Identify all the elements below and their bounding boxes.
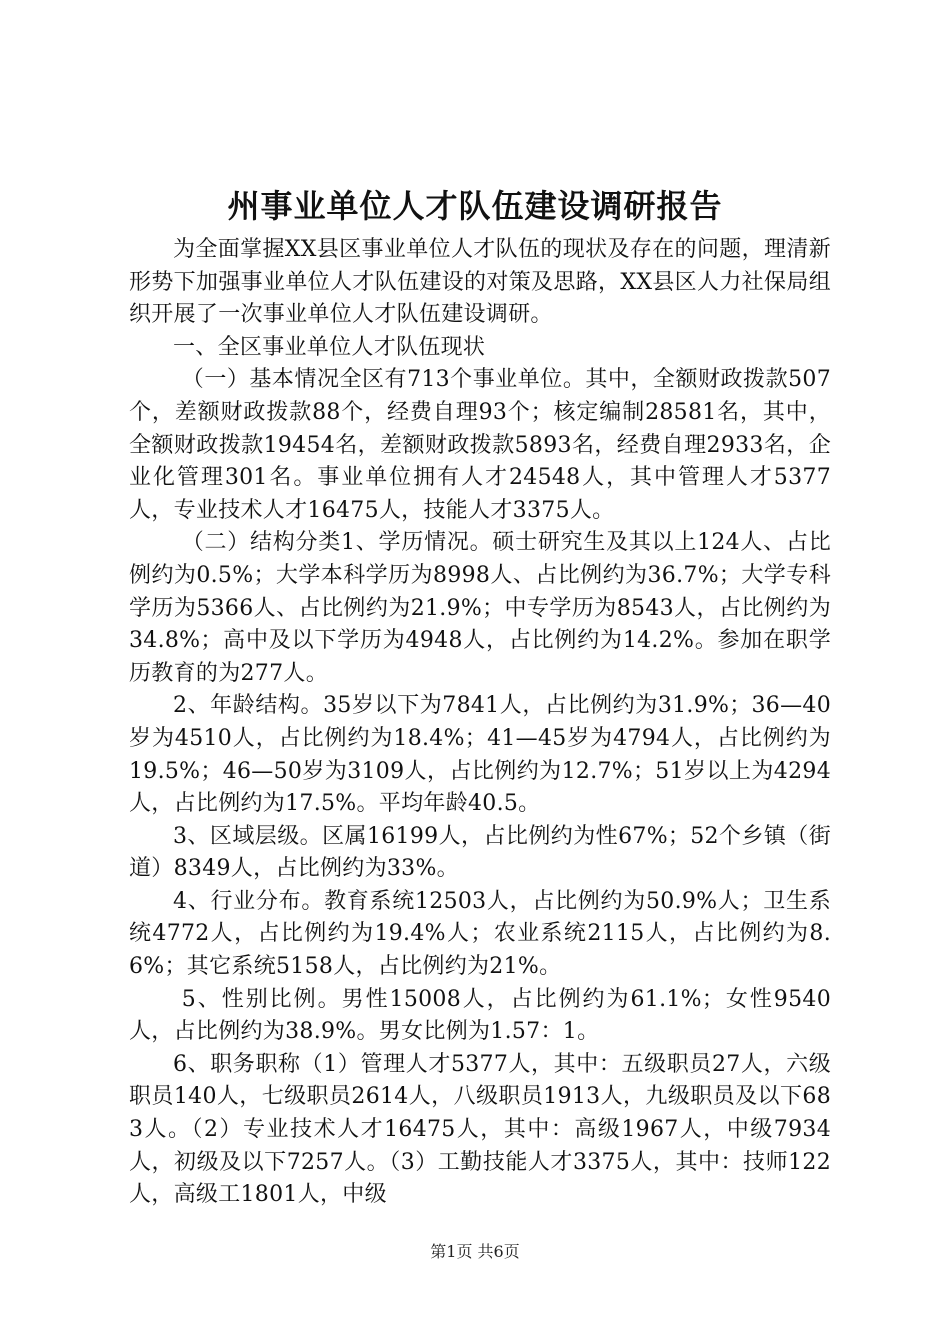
gender-ratio-paragraph: 5、性别比例。男性15008人，占比例约为61.1%；女性9540人，占比例约为38.9%。男女比例为1.57：1。 [129,986,831,1045]
age-structure-paragraph: 2、年龄结构。35岁以下为7841人，占比例约为31.9%；36—40岁为4510人，占比例约为18.4%；41—45岁为4794人，占比例约为19.5%；46—50岁为3109人，占比例约为12.7%；51岁以上为4294人，占比例约为17.5%。平均年龄40.5。 [129,693,831,817]
industry-distribution-paragraph: 4、行业分布。教育系统12503人，占比例约为50.9%人；卫生系统4772人，占比例约为19.4%人；农业系统2115人，占比例约为8.6%；其它系统5158人，占比例约为21%。 [129,888,831,980]
page-footer: 第1页 共6页 [430,1242,520,1261]
section-heading: 一、全区事业单位人才队伍现状 [173,334,486,360]
document-title: 州事业单位人才队伍建设调研报告 [227,187,723,225]
basic-situation-paragraph: （一）基本情况全区有713个事业单位。其中，全额财政拨款507个，差额财政拨款88个，经费自理93个；核定编制28581名，其中，全额财政拨款19454名，差额财政拨款5893名，经费自理2933名，企业化管理301名。事业单位拥有人才24548人，其中管理人才5377人，专业技术人才16475人，技能人才3375人。 [129,367,831,523]
education-structure-paragraph: （二）结构分类1、学历情况。硕士研究生及其以上124人、占比例约为0.5%；大学本科学历为8998人、占比例约为36.7%；大学专科学历为5366人、占比例约为21.9%；中专学历为8543人，占比例约为34.8%；高中及以下学历为4948人，占比例约为14.2%。参加在职学历教育的为277人。 [129,530,831,686]
region-level-paragraph: 3、区域层级。区属16199人，占比例约为性67%；52个乡镇（街道）8349人，占比例约为33%。 [129,823,831,882]
intro-paragraph: 为全面掌握XX县区事业单位人才队伍的现状及存在的问题，理清新形势下加强事业单位人才队伍建设的对策及思路，XX县区人力社保局组织开展了一次事业单位人才队伍建设调研。 [129,237,831,328]
position-title-paragraph: 6、职务职称（1）管理人才5377人，其中：五级职员27人，六级职员140人，七级职员2614人，八级职员1913人，九级职员及以下683人。（2）专业技术人才16475人，其中：高级1967人，中级7934人，初级及以下7257人。（3）工勤技能人才3375人，其中：技师122人，高级工1801人，中级 [129,1051,831,1208]
document-body [129,234,831,1212]
